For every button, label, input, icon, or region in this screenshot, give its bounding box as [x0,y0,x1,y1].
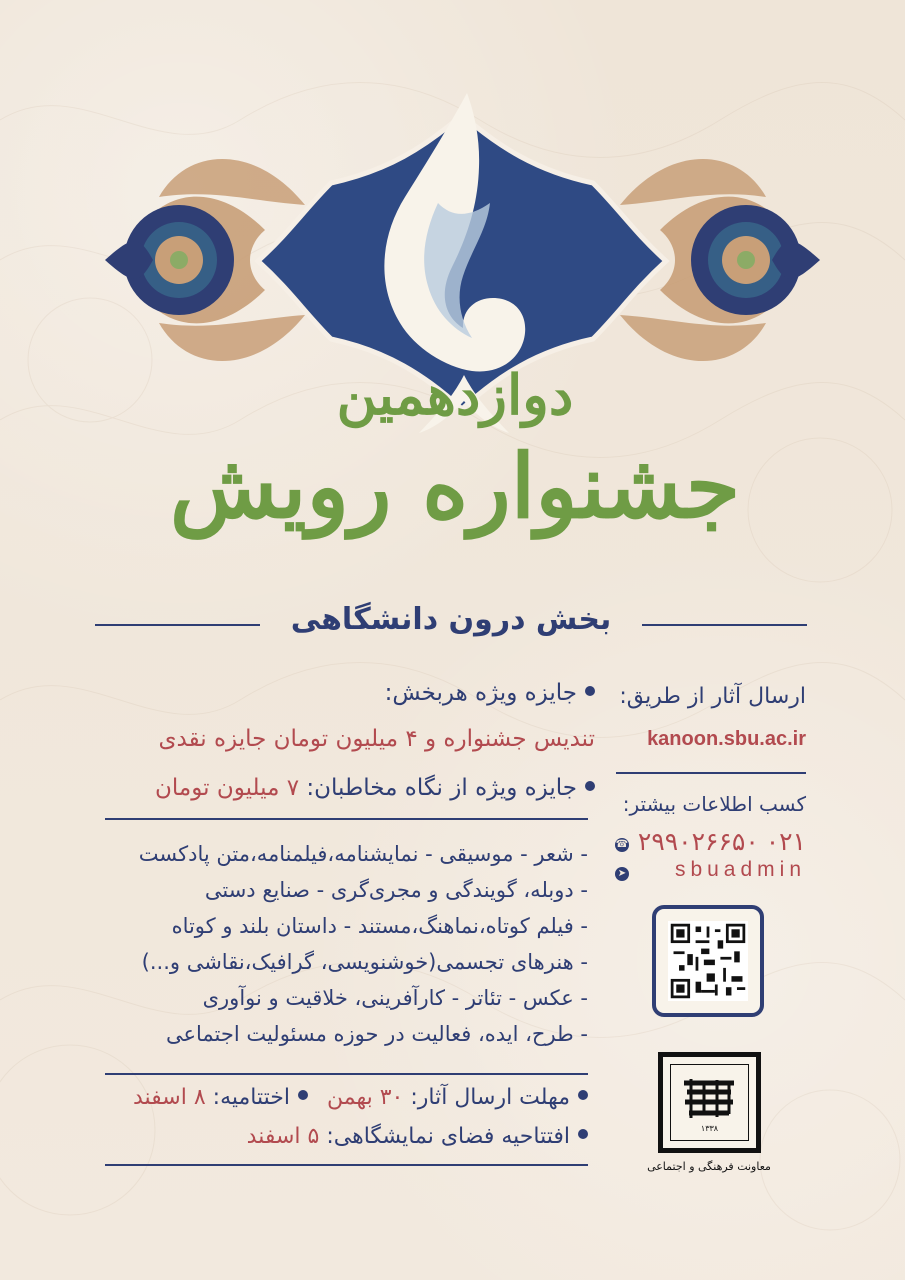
deadline-row [133,1085,588,1110]
dates-top-divider [105,1073,588,1075]
opening-row [247,1124,588,1149]
opening-bullet [578,1129,588,1139]
award-description: تندیس جشنواره و ۴ میلیون تومان جایزه نقدی [158,726,595,752]
award-title-text: جایزه ویژه هربخش: [384,680,577,706]
title-ordinal: دوازدهمین [336,362,574,427]
deadline-value: ۳۰ بهمن [326,1085,404,1110]
section-divider-right [642,624,807,626]
audience-award-label: جایزه ویژه از نگاه مخاطبان: [306,775,577,801]
closing-bullet [298,1090,308,1100]
logo-year: ۱۳۳۸ [700,1124,719,1133]
audience-award [155,777,595,800]
award-bullet [585,686,595,696]
submission-label: ارسال آثار از طریق: [619,684,806,709]
title-main: جشنواره رویش [169,434,741,538]
contact-divider [616,772,806,774]
university-calligraphy-mark [679,1075,739,1123]
department-name: معاونت فرهنگی و اجتماعی [647,1160,771,1173]
category-row-1: - شعر - موسیقی - نمایشنامه،فیلمنامه،متن پادکست [138,842,588,866]
deadline-label: مهلت ارسال آثار: [410,1085,570,1110]
opening-value: ۵ اسفند [246,1124,320,1149]
university-logo [658,1052,761,1153]
phone-icon: ☎ [615,839,629,850]
audience-award-bullet [585,781,595,791]
audience-award-value: ۷ میلیون تومان [155,775,300,801]
category-row-6: - طرح، ایده، فعالیت در حوزه مسئولیت اجتماعی [165,1022,588,1046]
categories-top-divider [105,818,588,820]
website-link[interactable]: kanoon.sbu.ac.ir [647,728,806,750]
category-row-2: - دوبله، گویندگی و مجری‌گری - صنایع دستی [204,878,588,902]
category-row-4: - هنرهای تجسمی(خوشنویسی، گرافیک،نقاشی و...) [141,950,588,974]
deadline-bullet [578,1090,588,1100]
closing-label: اختتامیه: [212,1085,290,1110]
festival-title [95,360,815,605]
telegram-handle[interactable]: sbuadmin [674,858,806,881]
section-title: بخش درون دانشگاهی [290,602,612,637]
category-row-5: - عکس - تئاتر - کارآفرینی، خلاقیت و نوآوری [202,986,588,1010]
category-row-3: - فیلم کوتاه،نماهنگ،مستند - داستان بلند و کوتاه [171,914,588,938]
section-divider-left [95,624,260,626]
opening-label: افتتاحیه فضای نمایشگاهی: [326,1124,570,1149]
phone-number[interactable]: ۰۲۱ ۲۹۹۰۲۶۶۵۰ [637,828,806,856]
telegram-icon: ➤ [615,867,629,881]
closing-value: ۸ اسفند [132,1085,206,1110]
more-info-label: کسب اطلاعات بیشتر: [622,792,806,816]
section-heading-row [95,602,807,646]
qr-code-icon [668,921,748,1001]
qr-code-box[interactable] [652,905,764,1017]
award-title [385,682,595,705]
dates-bottom-divider [105,1164,588,1166]
